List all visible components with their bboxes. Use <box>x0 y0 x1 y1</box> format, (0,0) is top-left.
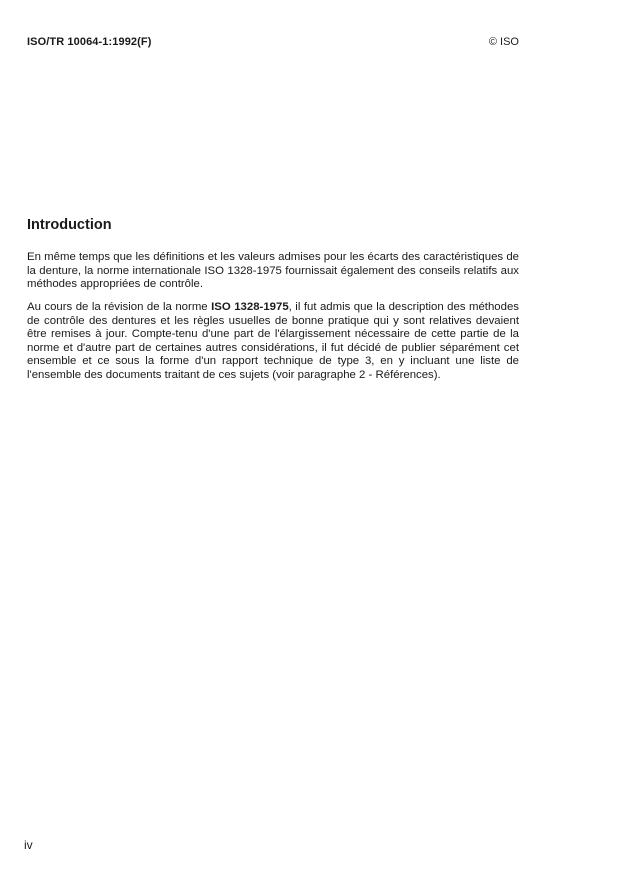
paragraph-2-text-end: , il fut admis que la description des méthodes de contrôle des dentures et les règles usuelles de bonne pratique qui y sont relatives devaient être remises à jour. Compte-tenu d'une part de l'élargissement nécessaire de cette partie de la norme et d'autre part de certaines autres considérations, il fut décidé de publier séparément cet ensemble et ce sous la forme d'un rapport technique de type 3, en y incluant une liste de l'ensemble des documents traitant de ces sujets (voir paragraphe 2 - Références). <box>27 301 519 381</box>
page-number: iv <box>24 838 33 852</box>
copyright-notice: © ISO <box>488 36 519 48</box>
section-title: Introduction <box>27 217 112 233</box>
document-number: ISO/TR 10064-1:1992(F) <box>27 36 152 48</box>
standard-reference: ISO 1328-1975 <box>211 301 289 313</box>
paragraph-1: En même temps que les définitions et les valeurs admises pour les écarts des caractéristiques de la denture, la norme internationale ISO 1328-1975 fournissait également des conseils relatifs aux méthodes appropriées de contrôle. <box>27 251 519 290</box>
paragraph-2-text-start: Au cours de la révision de la norme <box>27 301 212 313</box>
paragraph-2 <box>27 301 519 382</box>
